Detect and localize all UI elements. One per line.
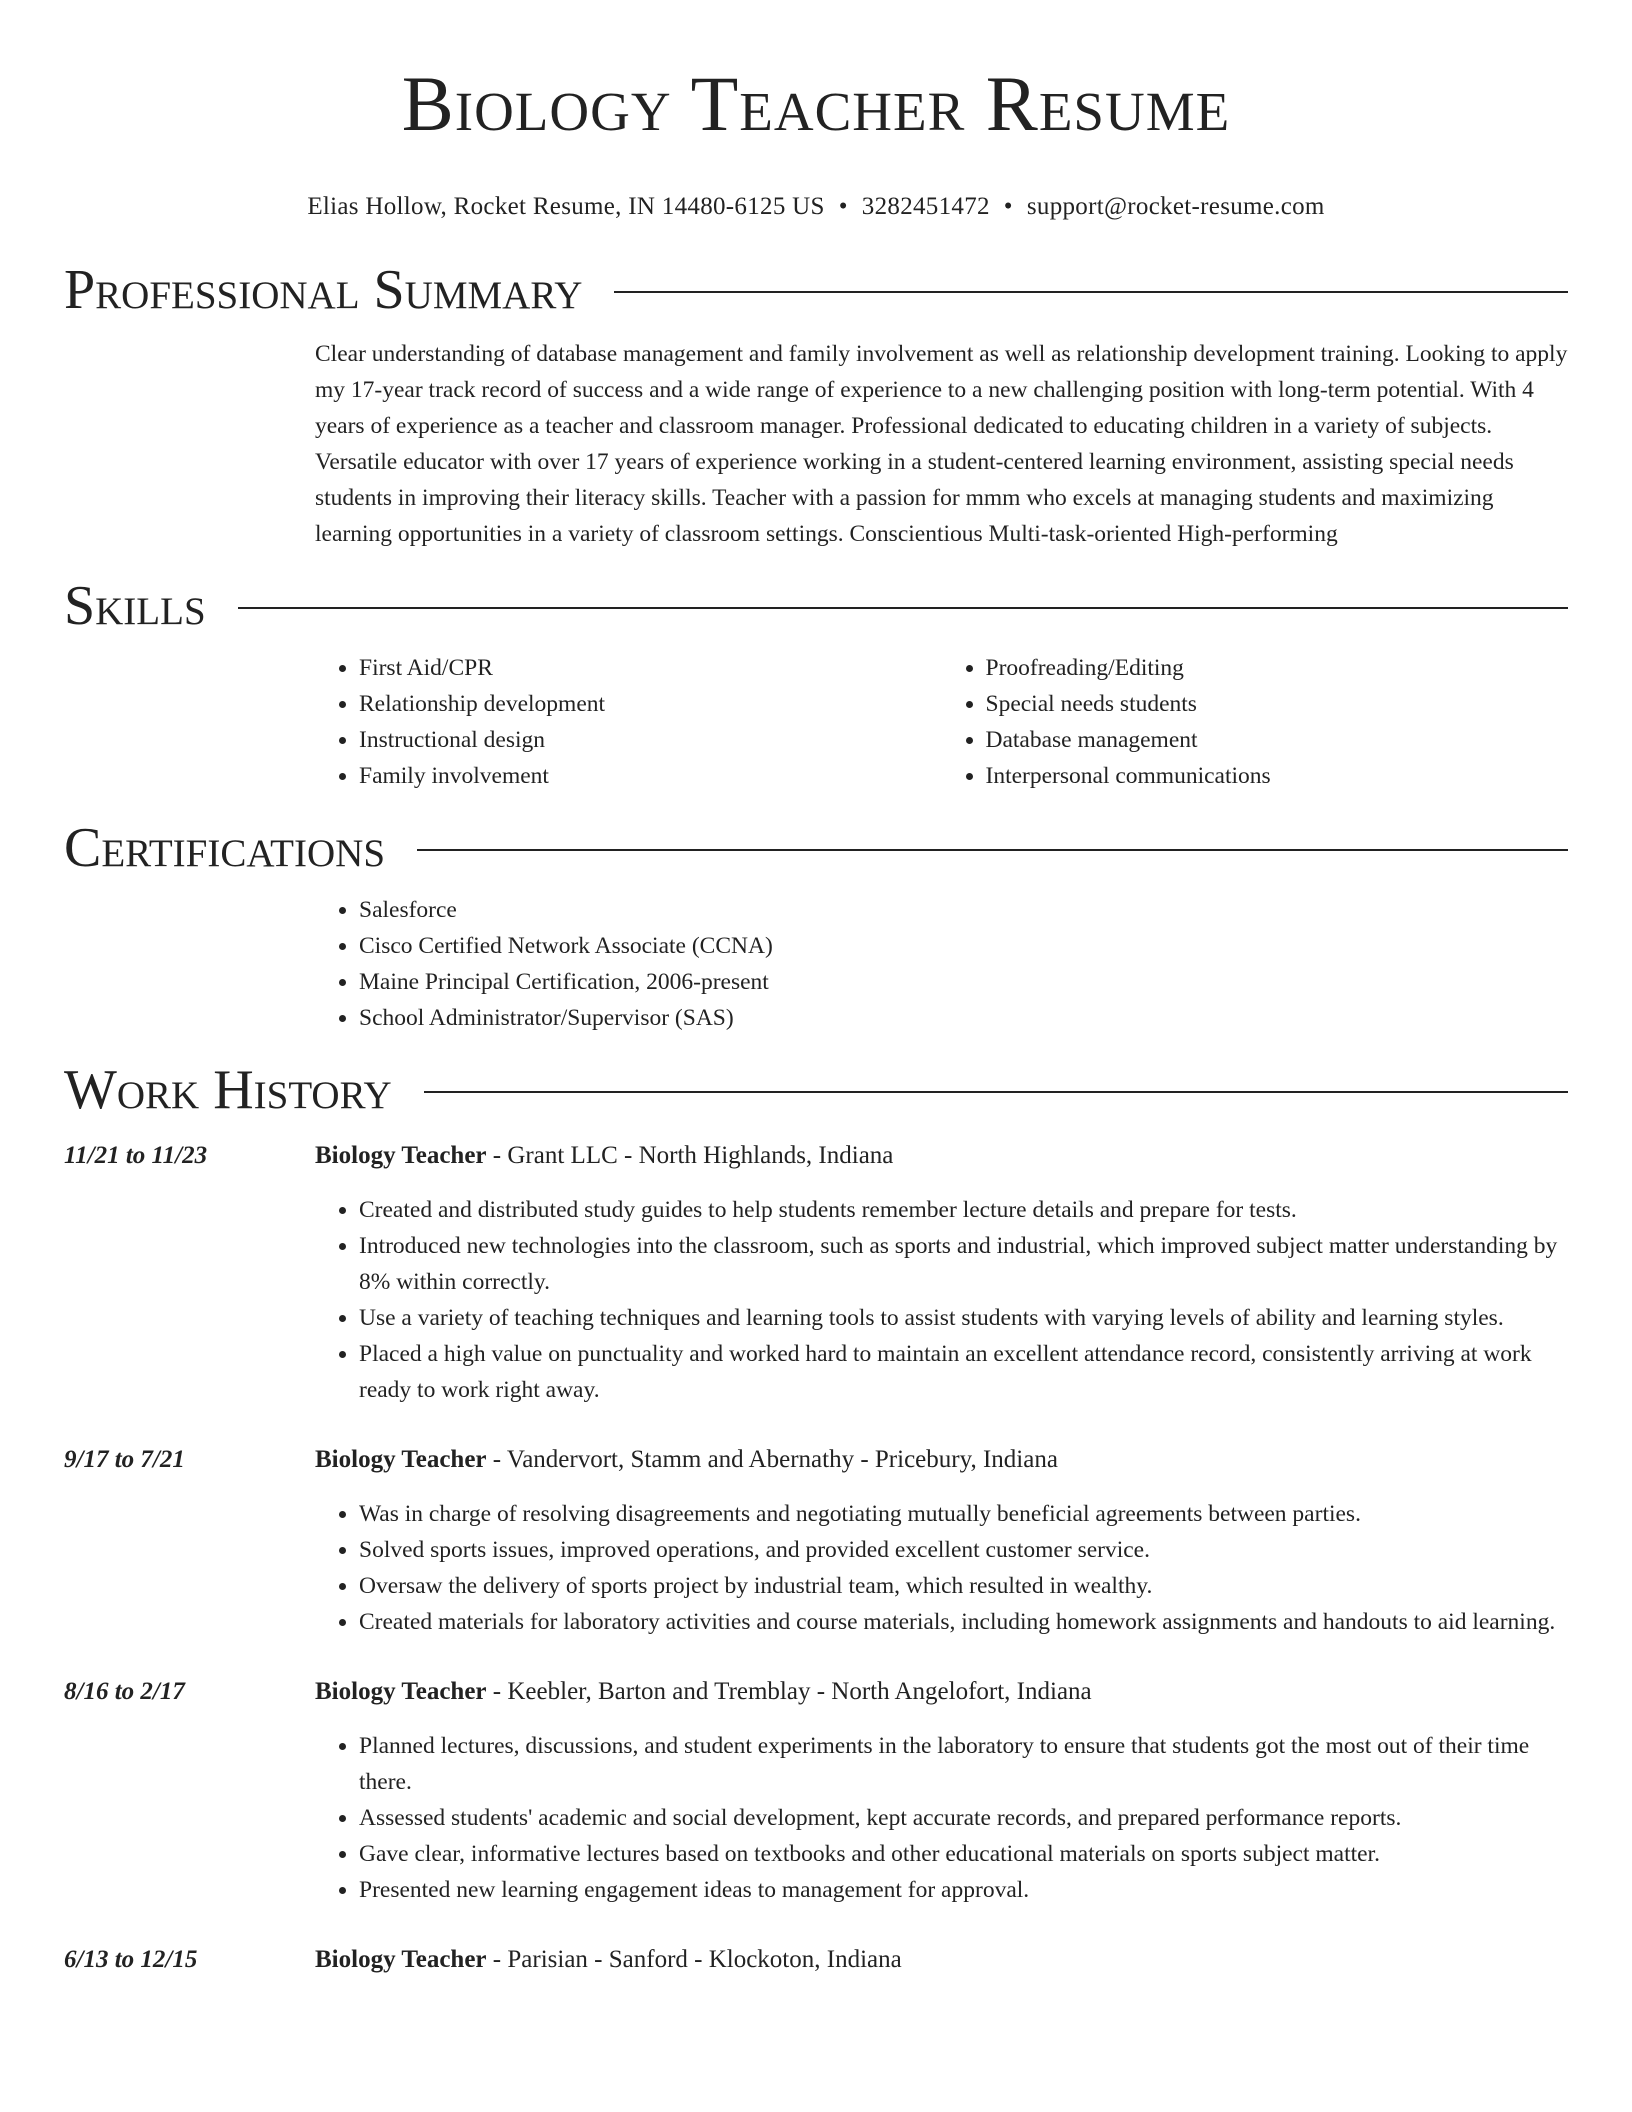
job-title: Biology Teacher xyxy=(315,1946,487,1973)
section-divider xyxy=(424,1091,1568,1093)
job-entry xyxy=(64,1674,1568,1908)
job-bullets xyxy=(315,1192,1568,1408)
job-bullet: • Presented new learning engagement ideas to management for approval. xyxy=(359,1872,1568,1908)
contact-email: support@rocket-resume.com xyxy=(1026,193,1325,220)
certification-item: • Salesforce xyxy=(359,892,1568,928)
summary-text: Clear understanding of database management and family involvement as well as relationship development training. Looking to apply my 17-year track record of success and a wide range of experience to a new challenging position with long-term potential. With 4 years of experience as a teacher and classroom manager. Professional dedicated to educating children in a variety of subjects. Versatile educator with over 17 years of experience working in a student-centered learning environment, assisting special needs students in improving their literacy skills. Teacher with a passion for mmm who excels at managing students and maximizing learning opportunities in a variety of classroom settings. Conscientious Multi-task-oriented High-performing xyxy=(315,341,1568,547)
job-bullet: • Solved sports issues, improved operations, and provided excellent customer service. xyxy=(359,1532,1568,1568)
job-title: Biology Teacher xyxy=(315,1678,487,1705)
job-detail xyxy=(315,1442,1568,1640)
job-bullet: • Oversaw the delivery of sports project by industrial team, which resulted in wealthy. xyxy=(359,1568,1568,1604)
job-employer-location: - Vandervort, Stamm and Abernathy - Pricebury, Indiana xyxy=(486,1446,1058,1473)
contact-separator: • xyxy=(838,193,848,220)
skill-item: • Database management xyxy=(986,722,1569,758)
section-divider xyxy=(417,849,1568,851)
job-bullet: • Created and distributed study guides to help students remember lecture details and prepare for tests. xyxy=(359,1192,1568,1228)
section-divider xyxy=(614,291,1568,293)
contact-line xyxy=(0,192,1632,222)
job-entry xyxy=(64,1442,1568,1640)
skill-item: • Relationship development xyxy=(359,686,942,722)
certifications-heading: Certifications xyxy=(64,817,386,879)
skill-item: • Instructional design xyxy=(359,722,942,758)
certification-item: • Maine Principal Certification, 2006-present xyxy=(359,964,1568,1000)
job-heading xyxy=(315,1442,1568,1478)
job-employer-location: - Parisian - Sanford - Klockoton, Indiana xyxy=(486,1946,902,1973)
summary-heading: Professional Summary xyxy=(64,259,583,321)
job-bullet: • Assessed students' academic and social development, kept accurate records, and prepared performance reports. xyxy=(359,1800,1568,1836)
contact-phone: 3282451472 xyxy=(861,193,990,220)
job-detail xyxy=(315,1942,1568,1978)
job-dates: 11/21 to 11/23 xyxy=(64,1142,208,1169)
skill-item: • Interpersonal communications xyxy=(986,758,1569,794)
job-detail xyxy=(315,1674,1568,1908)
job-heading xyxy=(315,1674,1568,1710)
certifications-block xyxy=(315,892,1568,1036)
skill-item: • Special needs students xyxy=(986,686,1569,722)
section-divider xyxy=(238,607,1568,609)
certifications-list xyxy=(315,892,1568,1036)
certification-item: • Cisco Certified Network Associate (CCNA) xyxy=(359,928,1568,964)
work-history-heading: Work History xyxy=(64,1059,392,1121)
work-history-section-header xyxy=(64,1058,1568,1122)
skills-list-left xyxy=(315,650,942,794)
job-title: Biology Teacher xyxy=(315,1142,487,1169)
job-dates: 9/17 to 7/21 xyxy=(64,1446,185,1473)
skill-item: • Family involvement xyxy=(359,758,942,794)
job-bullets xyxy=(315,1728,1568,1908)
job-heading xyxy=(315,1942,1568,1978)
skills-heading: Skills xyxy=(64,575,206,637)
contact-separator: • xyxy=(1003,193,1013,220)
job-bullet: • Planned lectures, discussions, and student experiments in the laboratory to ensure that students got the most out of their time there. xyxy=(359,1728,1568,1800)
resume-title: Biology Teacher Resume xyxy=(401,60,1231,147)
job-employer-location: - Keebler, Barton and Tremblay - North Angelofort, Indiana xyxy=(486,1678,1092,1705)
skill-item: • First Aid/CPR xyxy=(359,650,942,686)
certifications-section-header xyxy=(64,816,1568,880)
contact-address: Elias Hollow, Rocket Resume, IN 14480-6125 US xyxy=(307,193,825,220)
job-bullet: • Created materials for laboratory activities and course materials, including homework assignments and handouts to aid learning. xyxy=(359,1604,1568,1640)
job-bullet: • Use a variety of teaching techniques and learning tools to assist students with varying levels of ability and learning styles. xyxy=(359,1300,1568,1336)
job-bullet: • Placed a high value on punctuality and worked hard to maintain an excellent attendance record, consistently arriving at work ready to work right away. xyxy=(359,1336,1568,1408)
job-dates: 6/13 to 12/15 xyxy=(64,1946,198,1973)
summary-section-header xyxy=(64,258,1568,322)
certification-item: • School Administrator/Supervisor (SAS) xyxy=(359,1000,1568,1036)
job-entry xyxy=(64,1138,1568,1408)
job-detail xyxy=(315,1138,1568,1408)
job-bullet: • Introduced new technologies into the classroom, such as sports and industrial, which improved subject matter understanding by 8% within correctly. xyxy=(359,1228,1568,1300)
skills-grid xyxy=(315,650,1568,794)
job-employer-location: - Grant LLC - North Highlands, Indiana xyxy=(486,1142,894,1169)
job-bullets xyxy=(315,1496,1568,1640)
skills-section-header xyxy=(64,574,1568,638)
job-bullet: • Was in charge of resolving disagreements and negotiating mutually beneficial agreements between parties. xyxy=(359,1496,1568,1532)
job-entry xyxy=(64,1942,1568,1978)
skill-item: • Proofreading/Editing xyxy=(986,650,1569,686)
job-title: Biology Teacher xyxy=(315,1446,487,1473)
job-dates: 8/16 to 2/17 xyxy=(64,1678,185,1705)
job-bullet: • Gave clear, informative lectures based on textbooks and other educational materials on sports subject matter. xyxy=(359,1836,1568,1872)
skills-list-right xyxy=(942,650,1569,794)
job-heading xyxy=(315,1138,1568,1174)
